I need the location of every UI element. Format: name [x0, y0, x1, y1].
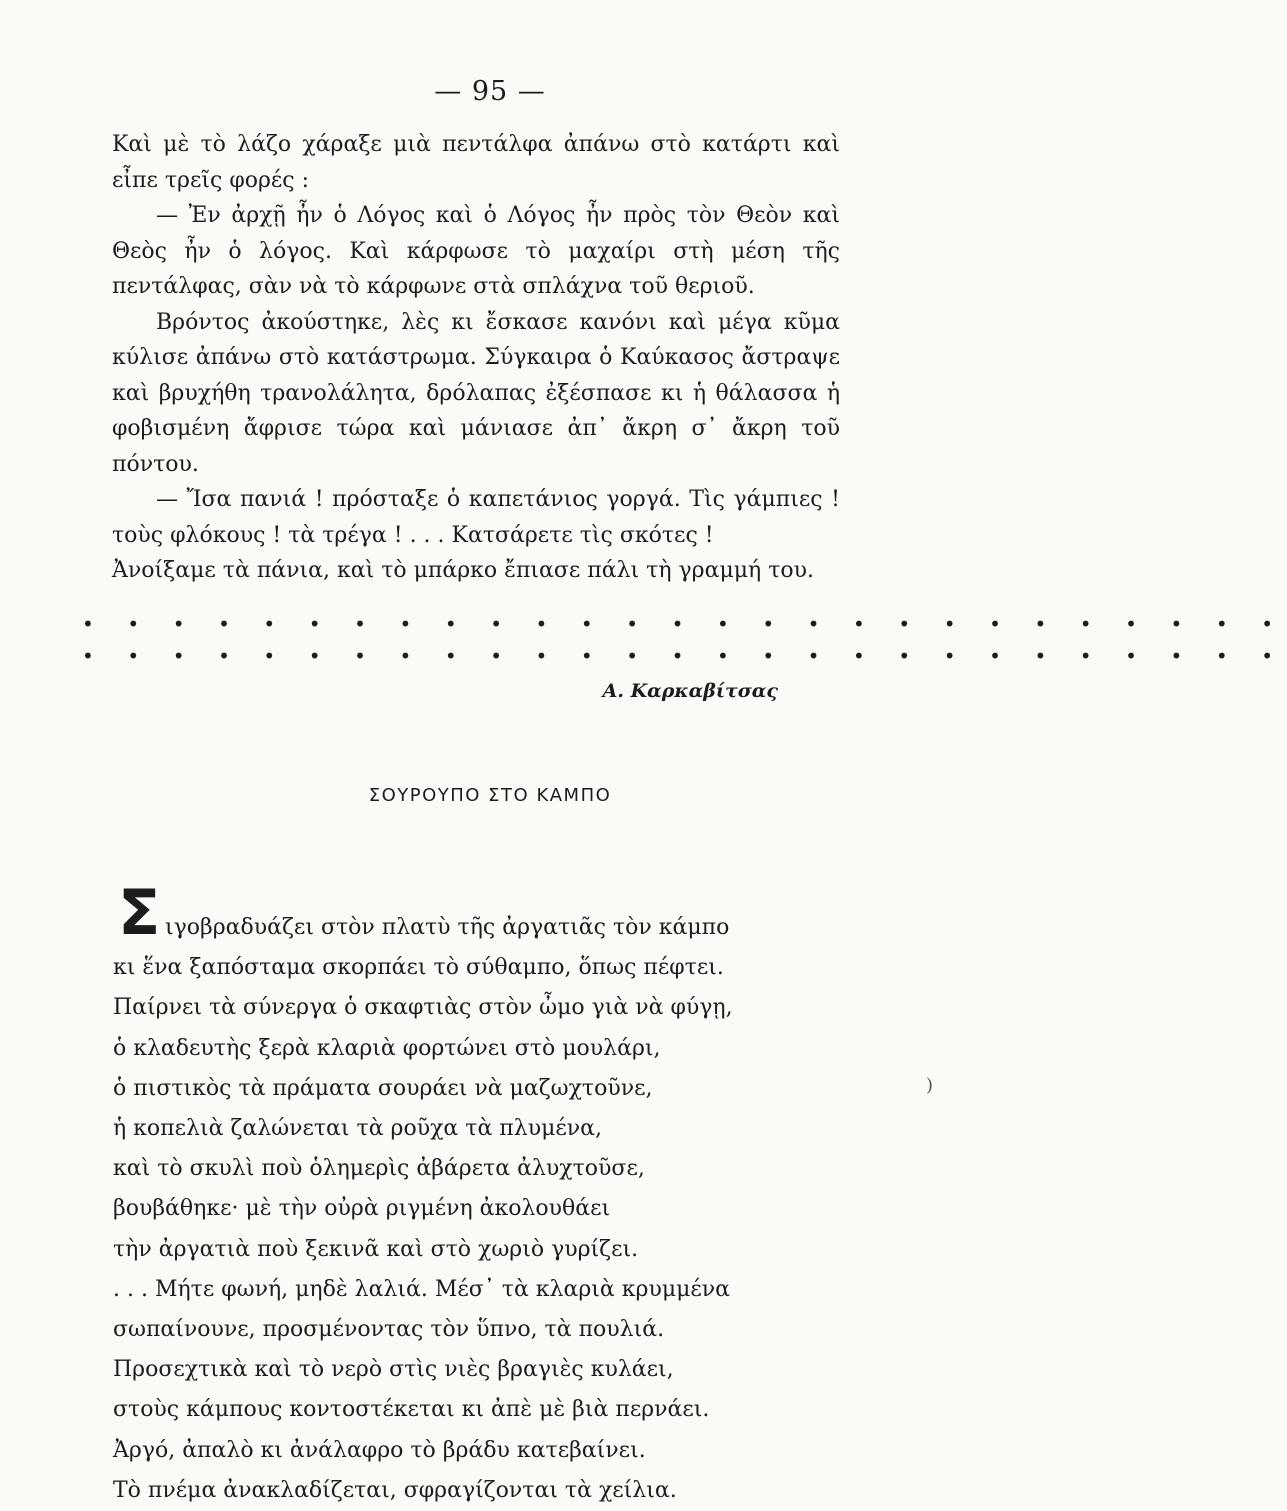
- poem-line: ιγοβραδυάζει στὸν πλατὺ τῆς ἀργατιᾶς τὸν κάμπο: [165, 915, 730, 940]
- poem-line: κι ἕνα ξαπόσταμα σκορπάει τὸ σύθαμπο, ὅπως πέφτει.: [113, 955, 724, 981]
- paragraph: Ἀνοίξαμε τὰ πάνια, καὶ τὸ μπάρκο ἔπιασε πάλι τὴ γραμμή του.: [112, 558, 815, 583]
- poem-body: [113, 908, 833, 1511]
- poem-line: Παίρνει τὰ σύνεργα ὁ σκαφτιὰς στὸν ὦμο γιὰ νὰ φύγῃ,: [113, 995, 733, 1021]
- poem-line: Προσεχτικὰ καὶ τὸ νερὸ στὶς νιὲς βραγιὲς κυλάει,: [113, 1357, 674, 1383]
- paragraph: Καὶ μὲ τὸ λάζο χάραξε μιὰ πεντάλφα ἀπάνω στὸ κατάρτι καὶ εἶπε τρεῖς φορές :: [112, 132, 840, 193]
- poem-line: ὁ κλαδευτὴς ξερὰ κλαριὰ φορτώνει στὸ μουλάρι,: [113, 1035, 661, 1061]
- drop-cap: Σ: [118, 876, 161, 949]
- poem-line: καὶ τὸ σκυλὶ ποὺ ὁλημερὶς ἀβάρετα ἀλυχτοῦσε,: [113, 1156, 645, 1182]
- poem-line: ἡ κοπελιὰ ζαλώνεται τὰ ροῦχα τὰ πλυμένα,: [113, 1116, 602, 1142]
- ellipsis-row: • • • • • • • • • • • • • • • • • • • • • • • • • • •: [82, 612, 1287, 636]
- poem-line: βουβάθηκε· μὲ τὴν οὐρὰ ριγμένη ἀκολουθάει: [113, 1196, 611, 1222]
- poem-title: ΣΟΥΡΟΥΠΟ ΣΤΟ ΚΑΜΠΟ: [368, 785, 612, 806]
- poem-line: ὁ πιστικὸς τὰ πράματα σουράει νὰ μαζωχτοῦνε,: [113, 1075, 653, 1101]
- poem-line: Τὸ πνέμα ἀνακλαδίζεται, σφραγίζονται τὰ χείλια.: [113, 1477, 677, 1503]
- poem-line: τὴν ἀργατιὰ ποὺ ξεκινᾶ καὶ στὸ χωριὸ γυρίζει.: [113, 1236, 639, 1262]
- ellipsis-row: • • • • • • • • • • • • • • • • • • • • • • • • • • •: [82, 644, 1287, 668]
- paragraph: — Ἐν ἀρχῇ ἦν ὁ Λόγος καὶ ὁ Λόγος ἦν πρὸς τὸν Θεὸν καὶ Θεὸς ἦν ὁ λόγος. Καὶ κάρφωσε τὸ μαχαίρι στὴ μέση τῆς πεντάλφας, σὰν νὰ τὸ κάρφωνε στὰ σπλάχνα τοῦ θεριοῦ.: [112, 203, 840, 299]
- page-number: — 95 —: [434, 76, 546, 107]
- paragraph: — Ἴσα πανιά ! πρόσταξε ὁ καπετάνιος γοργά. Τὶς γάμπιες ! τοὺς φλόκους ! τὰ τρέγα ! . . . Κατσάρετε τὶς σκότες !: [112, 487, 840, 548]
- prose-section: [112, 127, 840, 589]
- poem-line: στοὺς κάμπους κοντοστέκεται κι ἀπὲ μὲ βιὰ περνάει.: [113, 1397, 710, 1423]
- author-signature: Α. Καρκαβίτσας: [602, 680, 778, 702]
- poem-line: σωπαίνουνε, προσμένοντας τὸν ὕπνο, τὰ πουλιά.: [113, 1317, 665, 1343]
- margin-mark: ): [926, 1075, 934, 1096]
- poem-line: Ἀργό, ἀπαλὸ κι ἀνάλαφρο τὸ βράδυ κατεβαίνει.: [113, 1437, 646, 1463]
- poem-line: . . . Μήτε φωνή, μηδὲ λαλιά. Μέσ᾽ τὰ κλαριὰ κρυμμένα: [113, 1276, 731, 1302]
- paragraph: Βρόντος ἀκούστηκε, λὲς κι ἔσκασε κανόνι καὶ μέγα κῦμα κύλισε ἀπάνω στὸ κατάστρωμα. Σύγκαιρα ὁ Καύκασος ἄστραψε καὶ βρυχήθη τρανολάλητα, δρόλαπας ἐξέσπασε κι ἡ θάλασσα ἡ φοβισμένη ἄφρισε τώρα καὶ μάνιασε ἀπ᾽ ἄκρη σ᾽ ἄκρη τοῦ πόντου.: [112, 309, 840, 477]
